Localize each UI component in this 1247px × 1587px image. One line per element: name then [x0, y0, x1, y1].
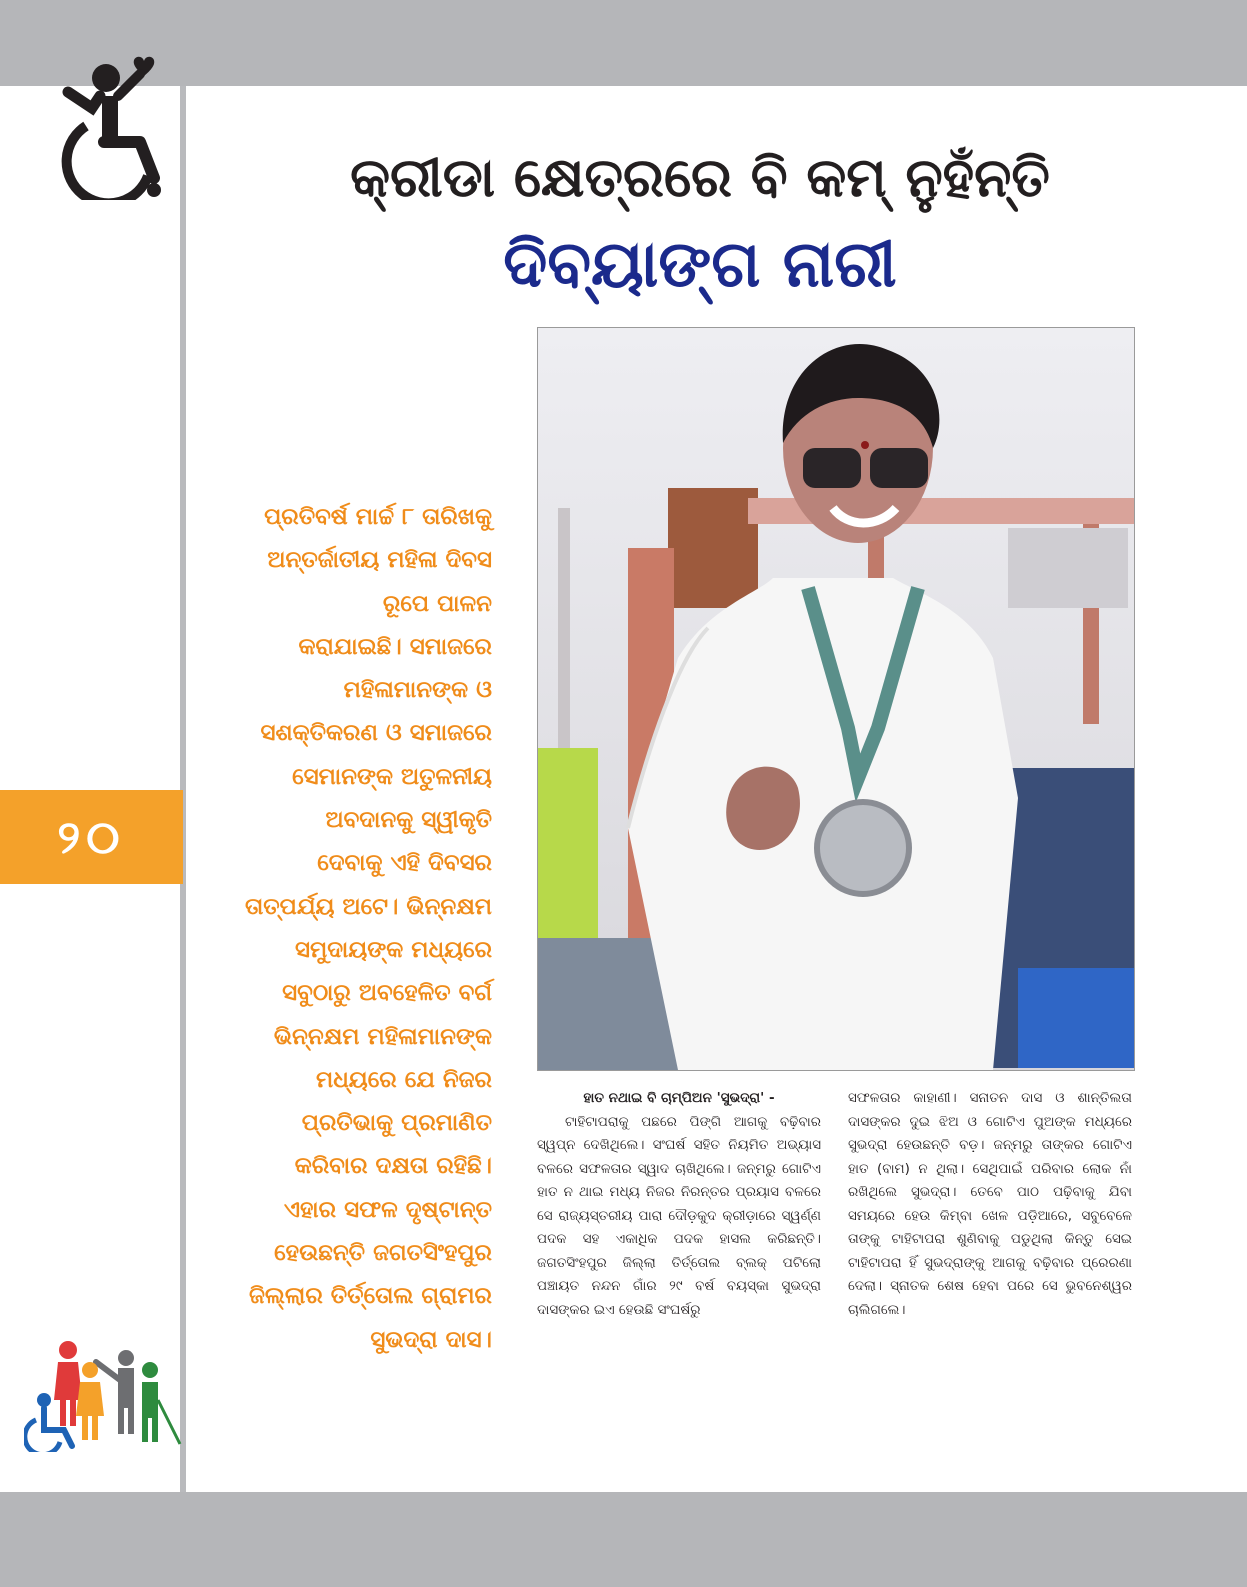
intro-line: ତାତ୍ପର୍ଯ୍ୟ ଅଟେ। ଭିନ୍ନକ୍ଷମ [244, 893, 492, 920]
intro-line: ଦେବାକୁ ଏହି ଦିବସର [317, 850, 492, 877]
article-column-2 [848, 1087, 1132, 1322]
intro-line: ଏହାର ସଫଳ ଦୃଷ୍ଟାନ୍ତ [283, 1196, 492, 1223]
intro-line: ମଧ୍ୟରେ ଯେ ନିଜର [315, 1066, 492, 1093]
intro-line: ସେମାନଙ୍କ ଅତୁଳନୀୟ [292, 763, 492, 790]
photo-caption: ହାତ ନଥାଇ ବି ଚାମ୍ପିଅନ 'ସୁଭଦ୍ରା' - [583, 1090, 775, 1106]
page-number-tab: ୨୦ [0, 790, 183, 884]
intro-text [200, 496, 492, 1362]
intro-line: ରୂପେ ପାଳନ [382, 590, 492, 617]
article-paragraph: ଟାହିଟାପରାକୁ ପଛରେ ପିଙ୍ଗି ଆଗକୁ ବଢ଼ିବାର ସ୍ୱପ୍ନ ଦେଖିଥିଲେ। ସଂଘର୍ଷ ସହିତ ନିୟମିତ ଅଭ୍ୟାସ ବଳରେ ସଫଳତାର ସ୍ୱାଦ ଚାଖିଥିଲେ। ଜନ୍ମରୁ ଗୋଟିଏ ହାତ ନ ଥାଇ ମଧ୍ୟ ନିଜର ନିରନ୍ତର ପ୍ରୟାସ ବଳରେ ସେ ରାଜ୍ୟସ୍ତରୀୟ ପାରା ଦୌଡ଼କୁଦ କ୍ରୀଡ଼ାରେ ସ୍ୱର୍ଣ୍ଣ ପଦକ ସହ ଏକାଧିକ ପଦକ ହାସଲ କରିଛନ୍ତି। ଜଗତସିଂହପୁର ଜିଲ୍ଲା ତିର୍ତ୍ତୋଲ ବ୍ଲକ୍ ପଟିଲୋ ପଞ୍ଚାୟତ ନନ୍ଦନ ଗାଁର ୨୯ ବର୍ଷ ବୟସ୍କା ସୁଭଦ୍ରା ଦାସଙ୍କର ଇଏ ହେଉଛି ସଂଘର୍ଷରୁ [537, 1113, 821, 1318]
intro-line: ସବୁଠାରୁ ଅବହେଳିତ ବର୍ଗ [282, 980, 492, 1007]
margin-divider [180, 86, 186, 1492]
inclusion-people-icon [24, 1340, 184, 1452]
intro-line: ସଶକ୍ତିକରଣ ଓ ସମାଜରେ [260, 720, 492, 747]
athlete-photo [537, 327, 1135, 1071]
headline-line-1: କ୍ରୀଡା କ୍ଷେତ୍ରରେ ବି କମ୍ ନୁହଁନ୍ତି [350, 146, 1050, 209]
intro-line: ଅନ୍ତର୍ଜାତୀୟ ମହିଳା ଦିବସ [267, 547, 492, 574]
intro-line: କରିବାର ଦକ୍ଷତା ରହିଛି। [294, 1153, 492, 1180]
wheelchair-user-icon [42, 50, 172, 200]
top-band [0, 0, 1247, 86]
intro-line: ଜିଲ୍ଲାର ତିର୍ତ୍ତୋଲ ଗ୍ରାମର [249, 1283, 492, 1310]
article-column-1 [537, 1087, 821, 1322]
intro-line: ଅବଦାନକୁ ସ୍ୱୀକୃତି [325, 807, 492, 834]
intro-line: ସୁଭଦ୍ରା ଦାସ। [370, 1326, 492, 1353]
article-paragraph: ସଫଳତାର କାହାଣୀ। ସନାତନ ଦାସ ଓ ଶାନ୍ତିଲତା ଦାସଙ୍କର ଦୁଇ ଝିଅ ଓ ଗୋଟିଏ ପୁଅଙ୍କ ମଧ୍ୟରେ ସୁଭଦ୍ରା ହେଉଛନ୍ତି ବଡ଼। ଜନ୍ମରୁ ତାଙ୍କର ଗୋଟିଏ ହାତ (ବାମ) ନ ଥିଲା। ସେଥିପାଇଁ ପରିବାର ଲୋକ ନାଁ ରଖିଥିଲେ ସୁଭଦ୍ରା। ତେବେ ପାଠ ପଢ଼ିବାକୁ ଯିବା ସମୟରେ ହେଉ କିମ୍ବା ଖେଳ ପଡ଼ିଆରେ, ସବୁବେଳେ ତାଙ୍କୁ ଟାହିଟାପରା ଶୁଣିବାକୁ ପଡୁଥିଲା କିନ୍ତୁ ସେଇ ଟାହିଟାପରା ହିଁ ସୁଭଦ୍ରାଙ୍କୁ ଆଗକୁ ବଢ଼ିବାର ପ୍ରେରଣା ଦେଲା। ସ୍ନାତକ ଶେଷ ହେବା ପରେ ସେ ଭୁବନେଶ୍ୱର ଚାଲିଗଲେ। [848, 1090, 1132, 1318]
intro-line: କରାଯାଇଛି। ସମାଜରେ [298, 633, 492, 660]
intro-line: ସମୁଦାୟଙ୍କ ମଧ୍ୟରେ [295, 936, 492, 963]
bottom-band [0, 1492, 1247, 1587]
headline-line-2: ଦିବ୍ୟାଙ୍ଗ ନାରୀ [503, 228, 897, 302]
intro-line: ହେଉଛନ୍ତି ଜଗତସିଂହପୁର [274, 1240, 492, 1267]
intro-line: ପ୍ରତିବର୍ଷ ମାର୍ଚ୍ଚ ୮ ତାରିଖକୁ [264, 504, 492, 530]
intro-line: ପ୍ରତିଭାକୁ ପ୍ରମାଣିତ [301, 1110, 492, 1137]
intro-line: ମହିଳାମାନଙ୍କ ଓ [343, 677, 492, 704]
intro-line: ଭିନ୍ନକ୍ଷମ ମହିଳାମାନଙ୍କ [273, 1023, 492, 1050]
